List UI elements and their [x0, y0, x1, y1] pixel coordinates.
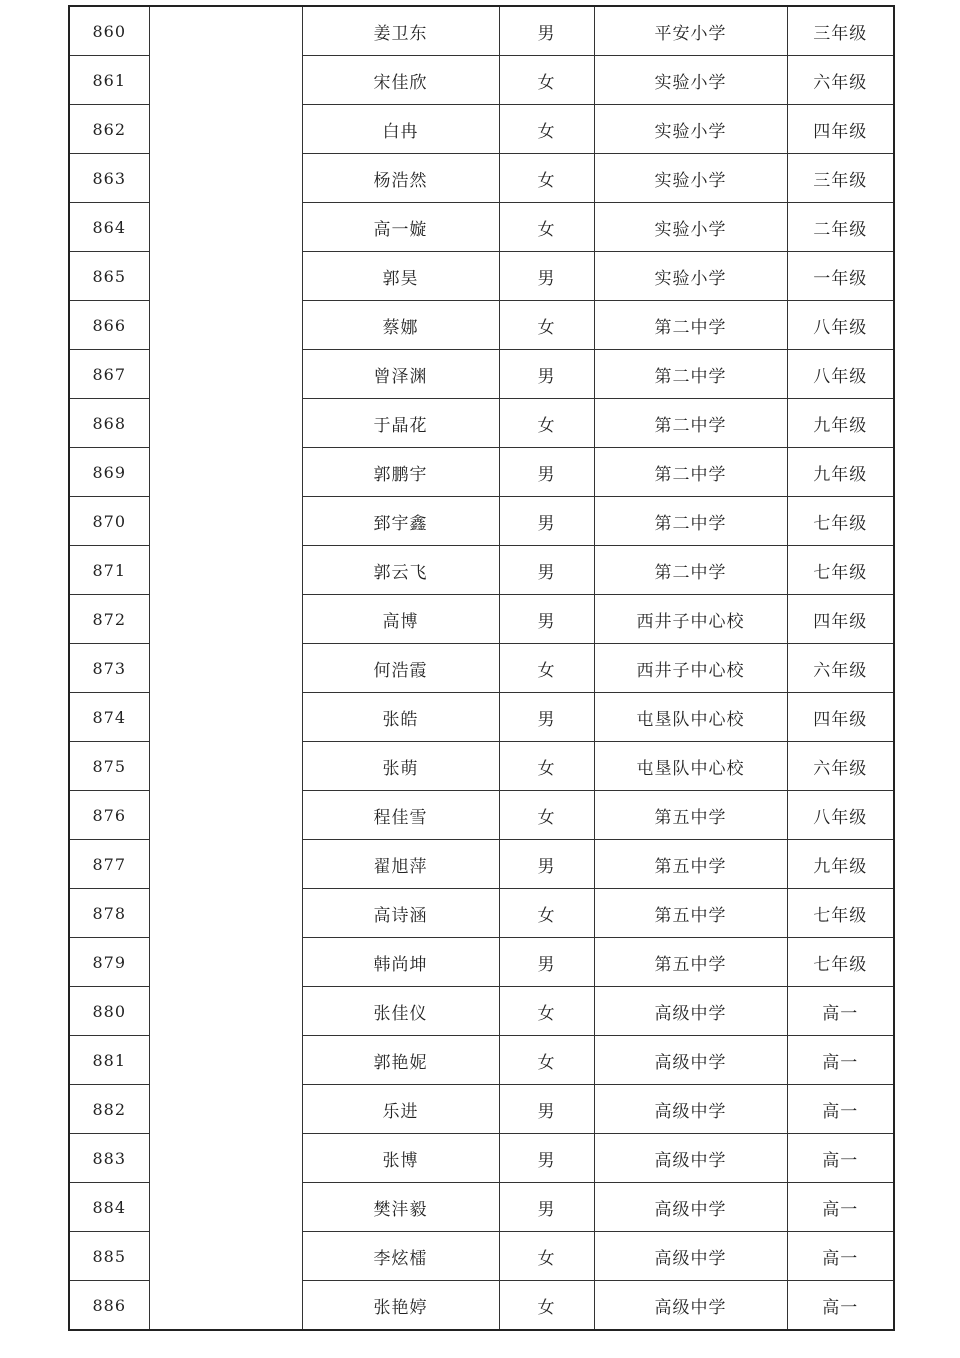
- student-name: 张萌: [302, 742, 499, 791]
- school-name: 实验小学: [594, 105, 787, 154]
- grade-level: 六年级: [787, 742, 894, 791]
- grade-level: 三年级: [787, 154, 894, 203]
- student-gender: 女: [499, 742, 594, 791]
- table-row: [69, 105, 894, 154]
- student-name: 韩尚坤: [302, 938, 499, 987]
- school-name: 平安小学: [594, 6, 787, 56]
- grade-level: 高一: [787, 1134, 894, 1183]
- blank-cell: [149, 840, 302, 889]
- grade-level: 七年级: [787, 889, 894, 938]
- roster-table: [68, 5, 895, 1331]
- school-name: 屯垦队中心校: [594, 693, 787, 742]
- grade-level: 高一: [787, 1281, 894, 1331]
- row-number: 880: [69, 987, 149, 1036]
- grade-level: 四年级: [787, 595, 894, 644]
- row-number: 886: [69, 1281, 149, 1331]
- blank-cell: [149, 1232, 302, 1281]
- student-name: 白冉: [302, 105, 499, 154]
- grade-level: 高一: [787, 987, 894, 1036]
- student-name: 张皓: [302, 693, 499, 742]
- student-gender: 女: [499, 1232, 594, 1281]
- student-name: 高博: [302, 595, 499, 644]
- blank-cell: [149, 1134, 302, 1183]
- student-name: 张博: [302, 1134, 499, 1183]
- blank-cell: [149, 693, 302, 742]
- student-name: 高一嫙: [302, 203, 499, 252]
- student-gender: 男: [499, 1134, 594, 1183]
- grade-level: 高一: [787, 1183, 894, 1232]
- student-name: 于晶花: [302, 399, 499, 448]
- table-row: [69, 938, 894, 987]
- student-gender: 女: [499, 154, 594, 203]
- school-name: 第二中学: [594, 497, 787, 546]
- table-row: [69, 1281, 894, 1331]
- student-name: 郭昊: [302, 252, 499, 301]
- blank-cell: [149, 1036, 302, 1085]
- row-number: 883: [69, 1134, 149, 1183]
- grade-level: 七年级: [787, 497, 894, 546]
- row-number: 861: [69, 56, 149, 105]
- blank-cell: [149, 497, 302, 546]
- row-number: 868: [69, 399, 149, 448]
- row-number: 863: [69, 154, 149, 203]
- table-row: [69, 595, 894, 644]
- row-number: 871: [69, 546, 149, 595]
- blank-cell: [149, 350, 302, 399]
- blank-cell: [149, 644, 302, 693]
- table-row: [69, 350, 894, 399]
- school-name: 第二中学: [594, 448, 787, 497]
- table-row: [69, 203, 894, 252]
- blank-cell: [149, 889, 302, 938]
- student-gender: 男: [499, 693, 594, 742]
- student-gender: 女: [499, 105, 594, 154]
- grade-level: 高一: [787, 1085, 894, 1134]
- school-name: 西井子中心校: [594, 595, 787, 644]
- row-number: 885: [69, 1232, 149, 1281]
- grade-level: 八年级: [787, 301, 894, 350]
- student-gender: 男: [499, 448, 594, 497]
- student-name: 郅宇鑫: [302, 497, 499, 546]
- student-gender: 女: [499, 987, 594, 1036]
- school-name: 高级中学: [594, 1085, 787, 1134]
- row-number: 878: [69, 889, 149, 938]
- grade-level: 九年级: [787, 399, 894, 448]
- student-gender: 男: [499, 497, 594, 546]
- student-gender: 女: [499, 1036, 594, 1085]
- table-row: [69, 840, 894, 889]
- row-number: 872: [69, 595, 149, 644]
- student-gender: 女: [499, 791, 594, 840]
- grade-level: 一年级: [787, 252, 894, 301]
- row-number: 865: [69, 252, 149, 301]
- grade-level: 二年级: [787, 203, 894, 252]
- school-name: 高级中学: [594, 1036, 787, 1085]
- school-name: 第二中学: [594, 301, 787, 350]
- student-name: 曾泽渊: [302, 350, 499, 399]
- grade-level: 三年级: [787, 6, 894, 56]
- row-number: 860: [69, 6, 149, 56]
- student-gender: 女: [499, 203, 594, 252]
- table-row: [69, 693, 894, 742]
- blank-cell: [149, 448, 302, 497]
- table-row: [69, 1232, 894, 1281]
- row-number: 867: [69, 350, 149, 399]
- school-name: 高级中学: [594, 1134, 787, 1183]
- student-gender: 男: [499, 1085, 594, 1134]
- blank-cell: [149, 6, 302, 56]
- table-row: [69, 889, 894, 938]
- blank-cell: [149, 742, 302, 791]
- table-row: [69, 252, 894, 301]
- row-number: 862: [69, 105, 149, 154]
- grade-level: 四年级: [787, 693, 894, 742]
- table-row: [69, 1183, 894, 1232]
- blank-cell: [149, 1183, 302, 1232]
- student-gender: 女: [499, 889, 594, 938]
- blank-cell: [149, 595, 302, 644]
- student-gender: 女: [499, 56, 594, 105]
- grade-level: 高一: [787, 1036, 894, 1085]
- student-name: 宋佳欣: [302, 56, 499, 105]
- table-row: [69, 301, 894, 350]
- grade-level: 四年级: [787, 105, 894, 154]
- blank-cell: [149, 203, 302, 252]
- student-gender: 男: [499, 595, 594, 644]
- student-gender: 男: [499, 546, 594, 595]
- table-row: [69, 448, 894, 497]
- school-name: 第二中学: [594, 350, 787, 399]
- school-name: 实验小学: [594, 252, 787, 301]
- table-row: [69, 644, 894, 693]
- student-name: 乐进: [302, 1085, 499, 1134]
- row-number: 884: [69, 1183, 149, 1232]
- table-row: [69, 399, 894, 448]
- row-number: 877: [69, 840, 149, 889]
- student-name: 程佳雪: [302, 791, 499, 840]
- school-name: 第五中学: [594, 889, 787, 938]
- table-row: [69, 6, 894, 56]
- blank-cell: [149, 1085, 302, 1134]
- student-name: 郭云飞: [302, 546, 499, 595]
- school-name: 高级中学: [594, 1281, 787, 1331]
- student-gender: 男: [499, 1183, 594, 1232]
- student-gender: 男: [499, 938, 594, 987]
- student-name: 张艳婷: [302, 1281, 499, 1331]
- school-name: 高级中学: [594, 1183, 787, 1232]
- school-name: 高级中学: [594, 1232, 787, 1281]
- table-row: [69, 1085, 894, 1134]
- table-row: [69, 56, 894, 105]
- blank-cell: [149, 56, 302, 105]
- blank-cell: [149, 1281, 302, 1331]
- student-gender: 女: [499, 1281, 594, 1331]
- blank-cell: [149, 105, 302, 154]
- table-row: [69, 497, 894, 546]
- table-row: [69, 791, 894, 840]
- student-gender: 女: [499, 644, 594, 693]
- blank-cell: [149, 938, 302, 987]
- student-name: 何浩霞: [302, 644, 499, 693]
- school-name: 高级中学: [594, 987, 787, 1036]
- table-row: [69, 154, 894, 203]
- school-name: 实验小学: [594, 154, 787, 203]
- student-name: 樊沣毅: [302, 1183, 499, 1232]
- grade-level: 八年级: [787, 350, 894, 399]
- student-name: 杨浩然: [302, 154, 499, 203]
- student-gender: 女: [499, 301, 594, 350]
- school-name: 第五中学: [594, 791, 787, 840]
- blank-cell: [149, 399, 302, 448]
- grade-level: 九年级: [787, 840, 894, 889]
- blank-cell: [149, 546, 302, 595]
- row-number: 873: [69, 644, 149, 693]
- grade-level: 九年级: [787, 448, 894, 497]
- grade-level: 六年级: [787, 644, 894, 693]
- school-name: 西井子中心校: [594, 644, 787, 693]
- student-gender: 男: [499, 6, 594, 56]
- table-row: [69, 987, 894, 1036]
- row-number: 876: [69, 791, 149, 840]
- table-row: [69, 742, 894, 791]
- school-name: 实验小学: [594, 56, 787, 105]
- student-name: 郭艳妮: [302, 1036, 499, 1085]
- table-row: [69, 1134, 894, 1183]
- grade-level: 七年级: [787, 546, 894, 595]
- student-name: 郭鹏宇: [302, 448, 499, 497]
- row-number: 881: [69, 1036, 149, 1085]
- blank-cell: [149, 301, 302, 350]
- grade-level: 八年级: [787, 791, 894, 840]
- blank-cell: [149, 791, 302, 840]
- school-name: 第五中学: [594, 840, 787, 889]
- grade-level: 七年级: [787, 938, 894, 987]
- school-name: 实验小学: [594, 203, 787, 252]
- table-row: [69, 1036, 894, 1085]
- row-number: 870: [69, 497, 149, 546]
- blank-cell: [149, 987, 302, 1036]
- school-name: 第二中学: [594, 546, 787, 595]
- student-gender: 男: [499, 252, 594, 301]
- blank-cell: [149, 154, 302, 203]
- row-number: 882: [69, 1085, 149, 1134]
- school-name: 第二中学: [594, 399, 787, 448]
- student-gender: 男: [499, 840, 594, 889]
- grade-level: 高一: [787, 1232, 894, 1281]
- school-name: 屯垦队中心校: [594, 742, 787, 791]
- roster-body: [69, 6, 894, 1330]
- blank-cell: [149, 252, 302, 301]
- row-number: 869: [69, 448, 149, 497]
- row-number: 875: [69, 742, 149, 791]
- student-gender: 女: [499, 399, 594, 448]
- row-number: 879: [69, 938, 149, 987]
- table-row: [69, 546, 894, 595]
- student-name: 张佳仪: [302, 987, 499, 1036]
- student-name: 姜卫东: [302, 6, 499, 56]
- row-number: 866: [69, 301, 149, 350]
- student-name: 李炫檑: [302, 1232, 499, 1281]
- student-name: 高诗涵: [302, 889, 499, 938]
- student-name: 蔡娜: [302, 301, 499, 350]
- student-name: 翟旭萍: [302, 840, 499, 889]
- grade-level: 六年级: [787, 56, 894, 105]
- student-gender: 男: [499, 350, 594, 399]
- row-number: 874: [69, 693, 149, 742]
- row-number: 864: [69, 203, 149, 252]
- school-name: 第五中学: [594, 938, 787, 987]
